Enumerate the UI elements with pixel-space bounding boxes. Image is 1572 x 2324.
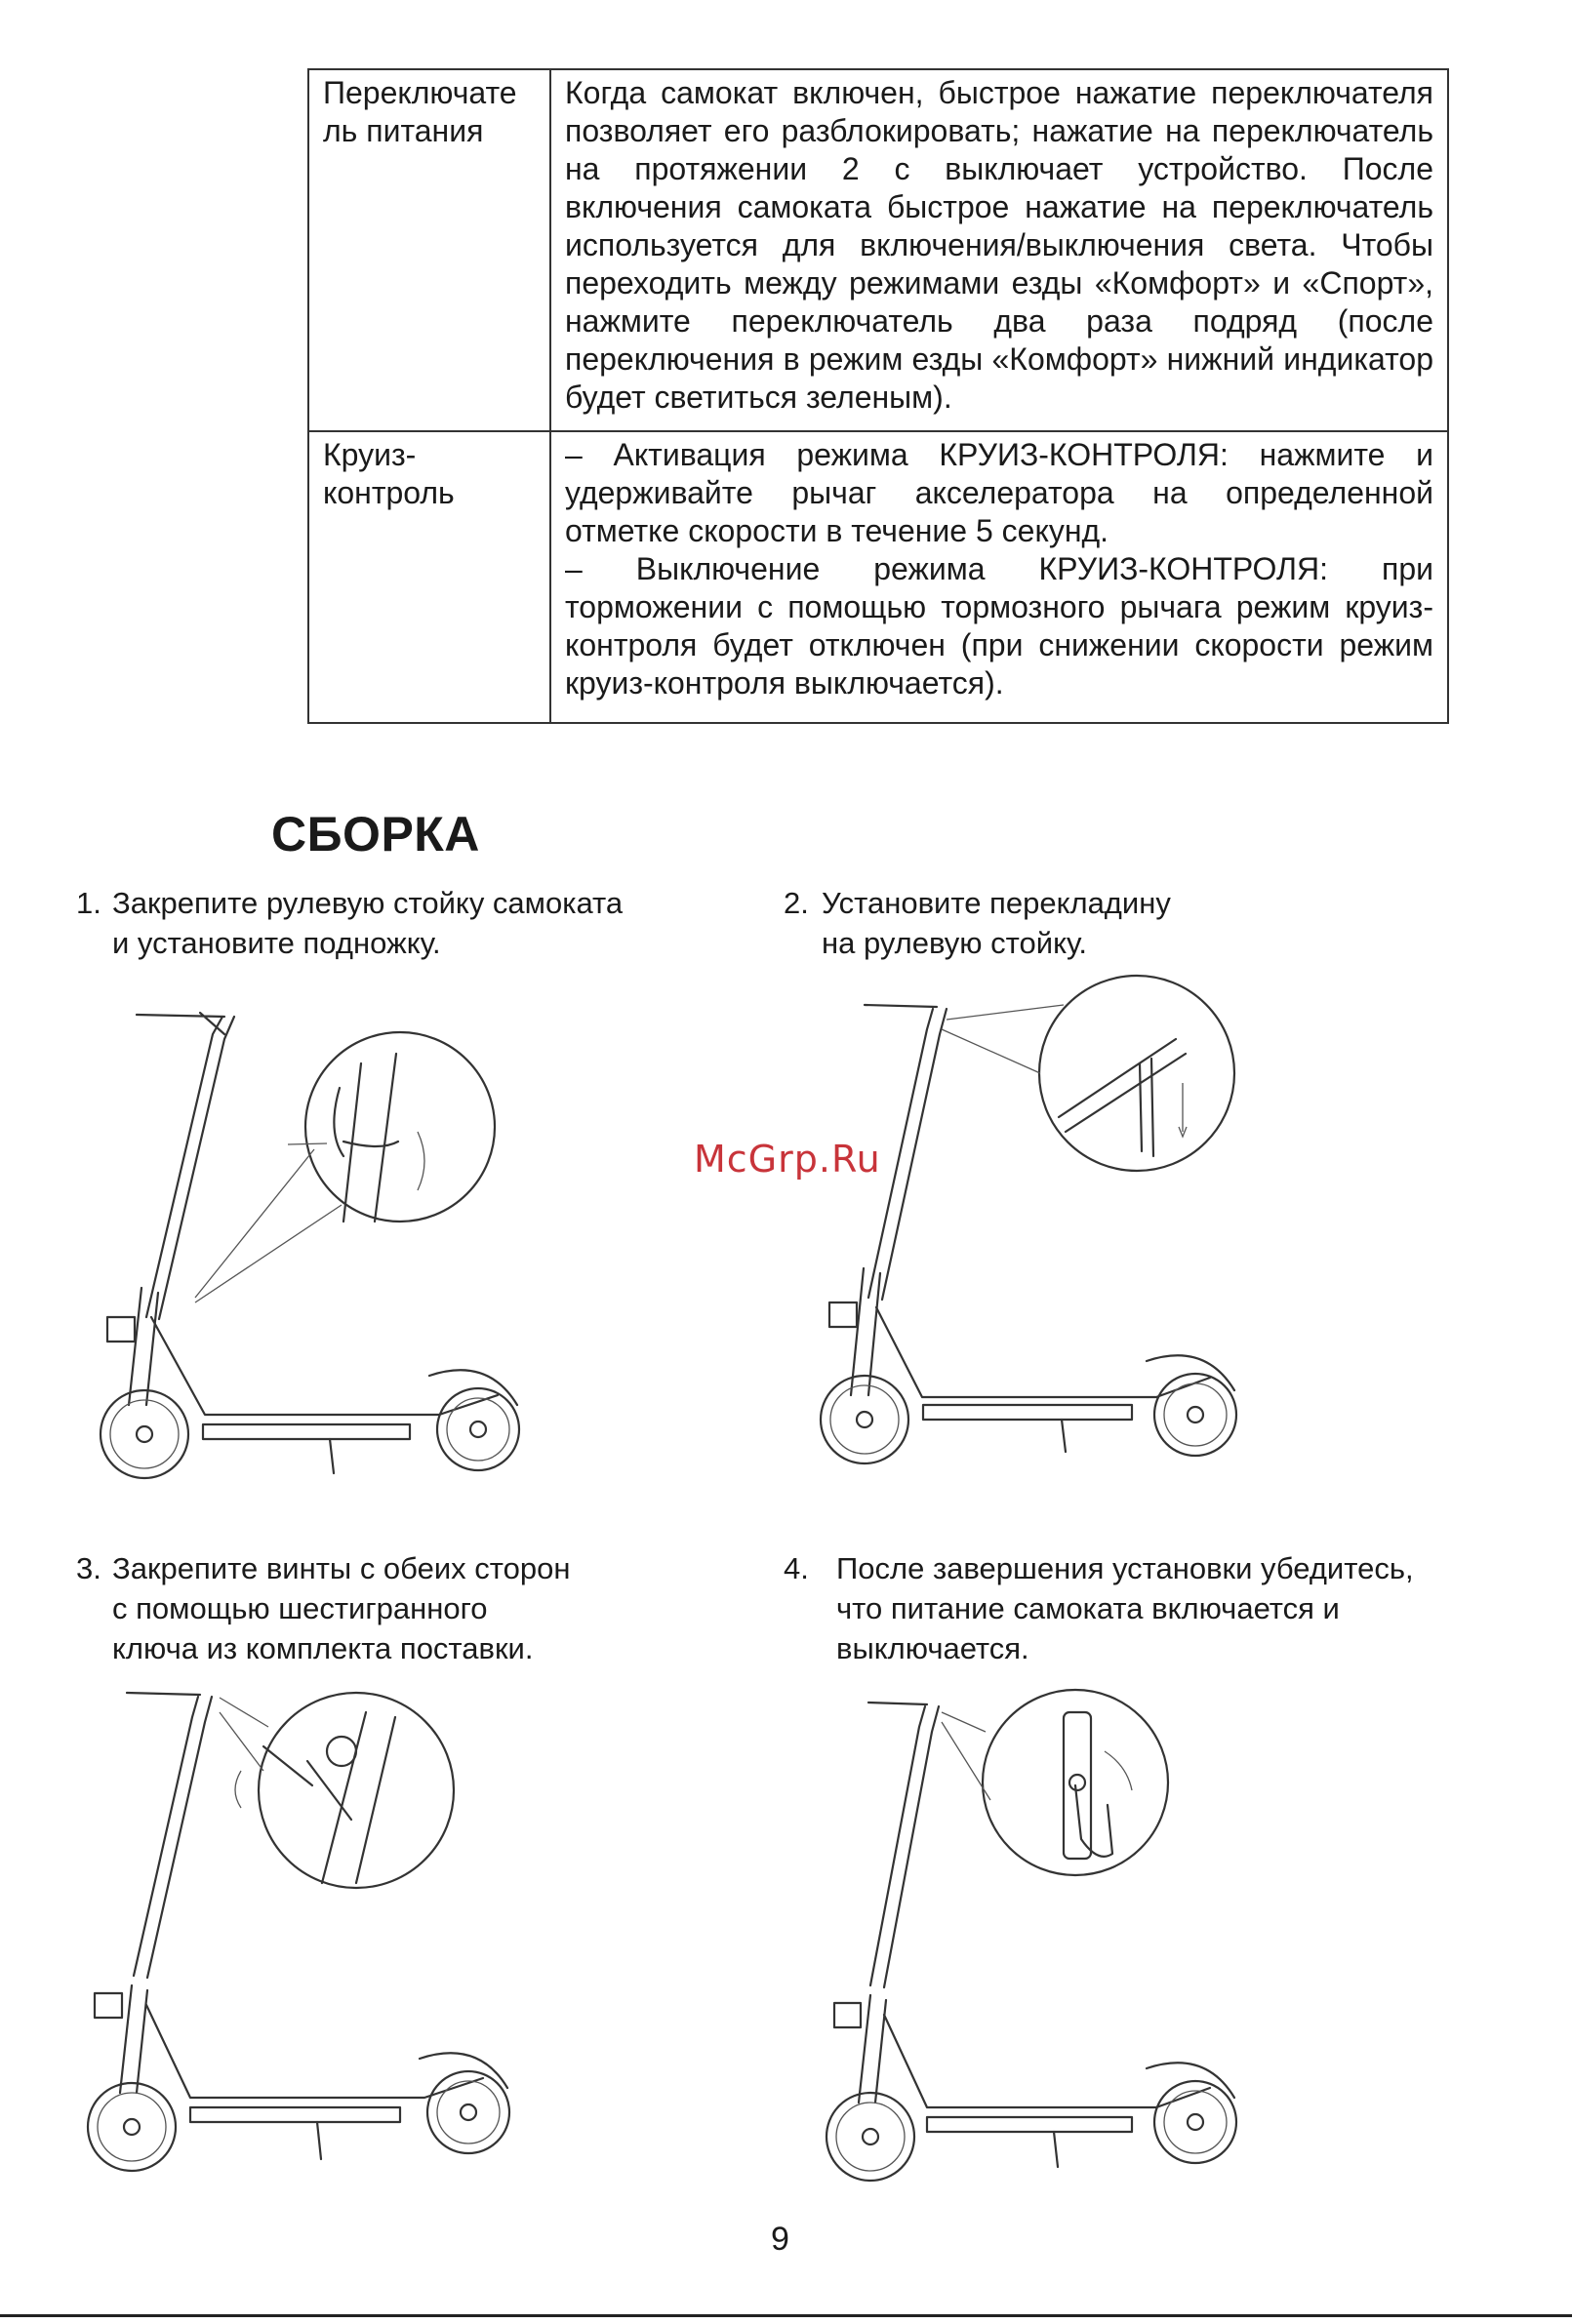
section-title: СБОРКА xyxy=(271,807,480,861)
table-row xyxy=(308,431,1448,723)
step-1 xyxy=(76,883,701,971)
step-4 xyxy=(784,1548,1467,1675)
row-description-cruise-deactivation: – Выключение режима КРУИЗ-КОНТРОЛЯ: при торможении с помощью тормозного рычага режим круиз-контроля будет отключен (при снижении скорости режим круиз-контроля выключается). xyxy=(565,551,1433,701)
table-cell-description xyxy=(550,69,1448,431)
figure-step-4-power-check xyxy=(820,1693,1249,2181)
step-text: Закрепите рулевую стойку самоката и установите подножку. xyxy=(112,886,624,960)
step-number: 3. xyxy=(76,1551,101,1585)
row-name-cruise-control: Круиз- контроль xyxy=(323,437,455,510)
row-name-power-switch: Переключате ль питания xyxy=(323,75,517,148)
row-description-cruise-activation: – Активация режима КРУИЗ-КОНТРОЛЯ: нажмите и удерживайте рычаг акселератора на определенной отметке скорости в течение 5 секунд. xyxy=(565,437,1433,548)
step-text: После завершения установки убедитесь, что питание самоката включается и выключается. xyxy=(836,1551,1414,1665)
step-2 xyxy=(784,883,1408,971)
bottom-rule xyxy=(0,2314,1572,2317)
step-number: 2. xyxy=(784,886,809,920)
detail-callout xyxy=(942,976,1234,1171)
scooter-drawing xyxy=(826,1703,1236,2181)
controls-table xyxy=(307,68,1449,724)
table-row xyxy=(308,69,1448,431)
row-description-power-switch: Когда самокат включен, быстрое нажатие переключателя позволяет его разблокировать; нажатие на переключатель на протяжении 2 с выключает устройство. После включения самоката быстрое нажатие на переключатель используется для включения/выключения света. Чтобы переходить между режимами езды «Комфорт» и «Спорт», нажмите переключатель два раза подряд (после переключения в режим езды «Комфорт» нижний индикатор будет светиться зеленым). xyxy=(565,75,1433,415)
figure-step-2-crossbar xyxy=(810,976,1269,1483)
step-text: Закрепите винты с обеих сторон с помощью шестигранного ключа из комплекта поставки. xyxy=(112,1551,571,1665)
detail-callout xyxy=(220,1693,454,1888)
step-text: Установите перекладину на рулевую стойку. xyxy=(822,886,1171,960)
table-cell-name xyxy=(308,431,550,723)
figure-step-1-scooter-stem xyxy=(88,995,546,1493)
table-cell-description xyxy=(550,431,1448,723)
step-number: 4. xyxy=(784,1551,809,1585)
step-number: 1. xyxy=(76,886,101,920)
step-3 xyxy=(76,1548,701,1675)
page-number: 9 xyxy=(771,2221,789,2258)
scooter-drawing xyxy=(88,1693,509,2171)
figure-step-3-screws xyxy=(73,1683,542,2181)
scooter-drawing xyxy=(821,1005,1236,1463)
watermark: McGrp.Ru xyxy=(694,1138,881,1181)
table-cell-name xyxy=(308,69,550,431)
detail-callout xyxy=(942,1690,1168,1875)
detail-callout xyxy=(195,1032,495,1302)
scooter-drawing xyxy=(101,1013,519,1478)
